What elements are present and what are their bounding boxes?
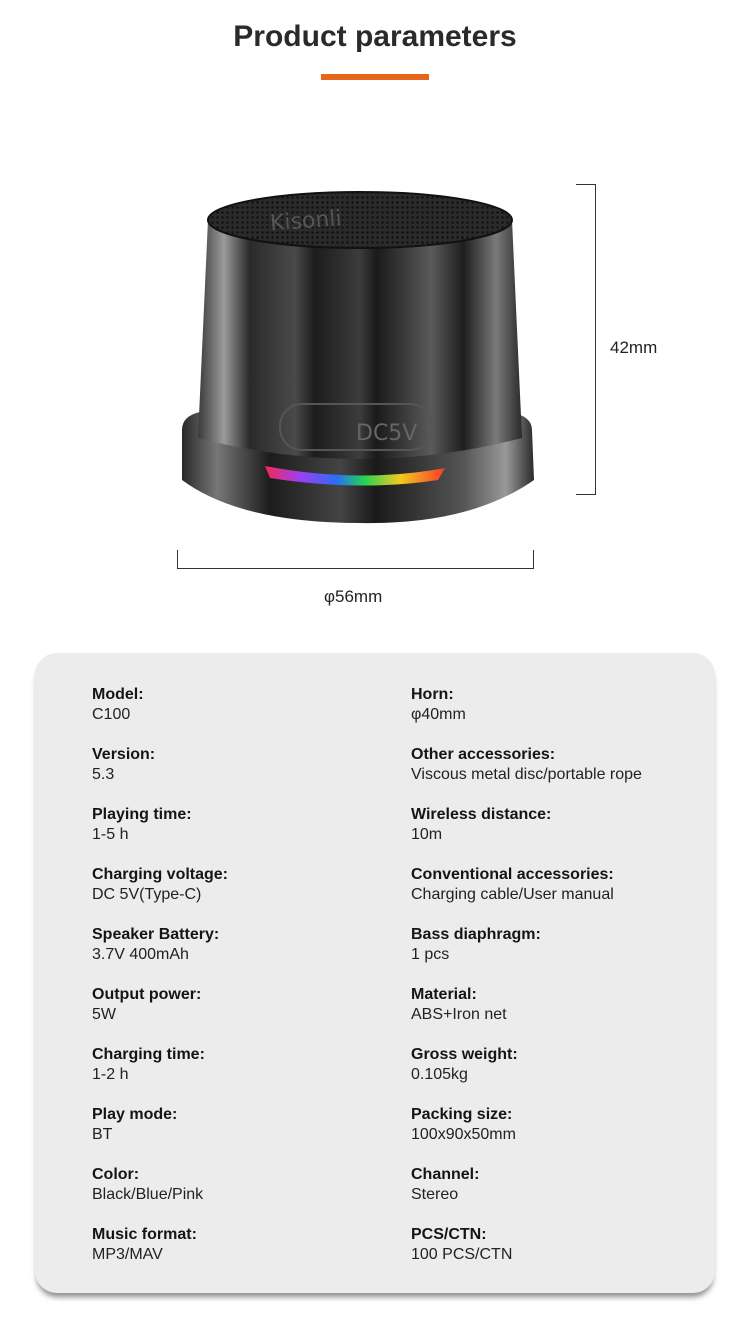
- spec-item-bass-diaphragm: [411, 925, 711, 985]
- spec-label: PCS/CTN:: [411, 1226, 487, 1243]
- spec-value: 10m: [411, 826, 443, 843]
- spec-value: 1 pcs: [411, 946, 450, 963]
- spec-value: 1-2 h: [92, 1066, 129, 1083]
- spec-label: Model:: [92, 686, 144, 703]
- spec-label: Packing size:: [411, 1106, 513, 1123]
- diameter-dimension-line: [177, 550, 534, 569]
- spec-value: 0.105kg: [411, 1066, 468, 1083]
- spec-label: Gross weight:: [411, 1046, 518, 1063]
- spec-value: 1-5 h: [92, 826, 129, 843]
- spec-value: 5.3: [92, 766, 115, 783]
- spec-item-playing-time: [92, 805, 392, 865]
- spec-label: Wireless distance:: [411, 806, 552, 823]
- spec-item-horn: [411, 685, 711, 745]
- spec-value: BT: [92, 1126, 113, 1143]
- spec-label: Material:: [411, 986, 477, 1003]
- spec-value: 3.7V 400mAh: [92, 946, 189, 963]
- spec-panel: [35, 653, 715, 1293]
- spec-label: Bass diaphragm:: [411, 926, 541, 943]
- spec-label: Play mode:: [92, 1106, 178, 1123]
- spec-value: 100 PCS/CTN: [411, 1246, 513, 1263]
- spec-value: ABS+Iron net: [411, 1006, 507, 1023]
- spec-label: Version:: [92, 746, 156, 763]
- spec-value: C100: [92, 706, 131, 723]
- spec-item-material: [411, 985, 711, 1045]
- spec-column-right: [411, 685, 711, 1285]
- spec-value: Black/Blue/Pink: [92, 1186, 204, 1203]
- spec-item-channel: [411, 1165, 711, 1225]
- spec-label: Horn:: [411, 686, 454, 703]
- spec-value: φ40mm: [411, 706, 466, 723]
- spec-label: Music format:: [92, 1226, 197, 1243]
- spec-label: Playing time:: [92, 806, 192, 823]
- title-underline: [321, 74, 429, 80]
- spec-value: MP3/MAV: [92, 1246, 163, 1263]
- spec-item-packing-size: [411, 1105, 711, 1165]
- spec-item-model: [92, 685, 392, 745]
- spec-label: Charging voltage:: [92, 866, 229, 883]
- brand-logo: Kisonli: [269, 206, 343, 237]
- spec-label: Conventional accessories:: [411, 866, 614, 883]
- product-image: [170, 180, 550, 530]
- spec-value: Viscous metal disc/portable rope: [411, 766, 642, 783]
- spec-column-left: [92, 685, 392, 1285]
- spec-item-wireless-distance: [411, 805, 711, 865]
- spec-item-gross-weight: [411, 1045, 711, 1105]
- spec-value: 100x90x50mm: [411, 1126, 516, 1143]
- page-title: Product parameters: [233, 20, 517, 53]
- spec-value: 5W: [92, 1006, 116, 1023]
- spec-value: DC 5V(Type-C): [92, 886, 202, 903]
- spec-item-other-accessories: [411, 745, 711, 805]
- spec-label: Output power:: [92, 986, 202, 1003]
- spec-item-music-format: [92, 1225, 392, 1285]
- spec-item-speaker-battery: [92, 925, 392, 985]
- speaker-illustration: [170, 180, 550, 530]
- spec-item-version: [92, 745, 392, 805]
- spec-item-play-mode: [92, 1105, 392, 1165]
- diameter-dimension-label: φ56mm: [324, 587, 383, 606]
- spec-label: Other accessories:: [411, 746, 556, 763]
- spec-item-pcs-ctn: [411, 1225, 711, 1285]
- spec-label: Channel:: [411, 1166, 480, 1183]
- height-dimension-line: [576, 184, 596, 495]
- height-dimension-label: 42mm: [610, 338, 658, 357]
- spec-value: Charging cable/User manual: [411, 886, 614, 903]
- spec-label: Color:: [92, 1166, 140, 1183]
- spec-label: Speaker Battery:: [92, 926, 220, 943]
- spec-value: Stereo: [411, 1186, 459, 1203]
- spec-item-charging-voltage: [92, 865, 392, 925]
- spec-label: Charging time:: [92, 1046, 205, 1063]
- spec-item-color: [92, 1165, 392, 1225]
- spec-item-conventional-accessories: [411, 865, 711, 925]
- spec-item-output-power: [92, 985, 392, 1045]
- port-label: DC5V: [356, 421, 418, 446]
- spec-item-charging-time: [92, 1045, 392, 1105]
